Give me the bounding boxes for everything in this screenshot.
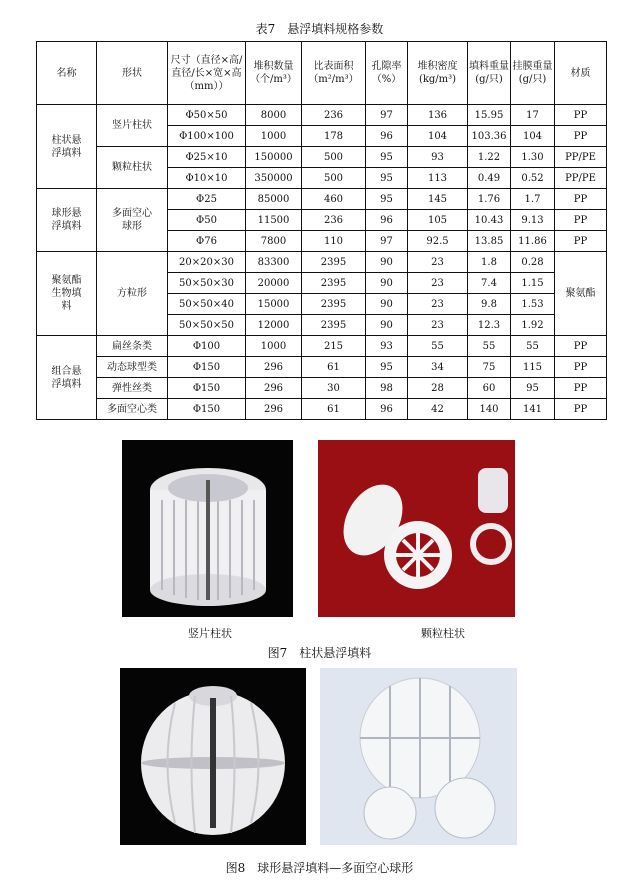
data-cell: 75	[468, 357, 511, 378]
data-cell: 83300	[246, 252, 302, 273]
column-header: 比表面积（m²/m³）	[302, 42, 366, 105]
column-header: 形状	[97, 42, 168, 105]
fig7-title: 图7 柱状悬浮填料	[267, 646, 372, 660]
data-cell: 140	[468, 399, 511, 420]
data-cell: 2395	[302, 273, 366, 294]
data-cell: Φ50×50	[168, 105, 246, 126]
photo-hollow-spheres-group	[320, 668, 517, 845]
data-cell: 95	[366, 168, 408, 189]
data-cell: 150000	[246, 147, 302, 168]
data-cell: PP	[555, 399, 607, 420]
data-cell: PP	[555, 336, 607, 357]
data-cell: 7.4	[468, 273, 511, 294]
data-cell: 11500	[246, 210, 302, 231]
data-cell: 20000	[246, 273, 302, 294]
data-cell: Φ76	[168, 231, 246, 252]
data-cell: 12.3	[468, 315, 511, 336]
data-cell: 103.36	[468, 126, 511, 147]
group-name-cell: 柱状悬浮填料	[37, 105, 97, 189]
data-cell: 95	[366, 147, 408, 168]
data-cell: 55	[408, 336, 468, 357]
data-cell: 61	[302, 357, 366, 378]
data-cell: 20×20×30	[168, 252, 246, 273]
data-cell: Φ25	[168, 189, 246, 210]
data-cell: 460	[302, 189, 366, 210]
data-cell: 113	[408, 168, 468, 189]
data-cell: Φ100×100	[168, 126, 246, 147]
data-cell: 17	[511, 105, 555, 126]
data-cell: Φ25×10	[168, 147, 246, 168]
group-name-cell: 球形悬浮填料	[37, 189, 97, 252]
data-cell: 236	[302, 105, 366, 126]
data-cell: 141	[511, 399, 555, 420]
data-cell: PP	[555, 231, 607, 252]
data-cell: 2395	[302, 252, 366, 273]
data-cell: PP/PE	[555, 147, 607, 168]
data-cell: 136	[408, 105, 468, 126]
data-cell: 85000	[246, 189, 302, 210]
data-cell: 1.15	[511, 273, 555, 294]
data-cell: PP	[555, 357, 607, 378]
data-cell: 9.13	[511, 210, 555, 231]
data-cell: Φ10×10	[168, 168, 246, 189]
shape-cell: 动态球型类	[97, 357, 168, 378]
data-cell: 500	[302, 147, 366, 168]
data-cell: PP	[555, 210, 607, 231]
shape-cell: 多面空心类	[97, 399, 168, 420]
data-cell: 95	[366, 189, 408, 210]
data-cell: Φ100	[168, 336, 246, 357]
data-cell: 296	[246, 378, 302, 399]
data-cell: 97	[366, 105, 408, 126]
data-cell: Φ50	[168, 210, 246, 231]
data-cell: 50×50×50	[168, 315, 246, 336]
data-cell: 1.8	[468, 252, 511, 273]
column-header: 孔隙率（%）	[366, 42, 408, 105]
fig7-right-caption: 颗粒柱状	[421, 627, 465, 640]
data-cell: 96	[366, 126, 408, 147]
group-name-cell: 组合悬浮填料	[37, 336, 97, 420]
material-cell: 聚氨酯	[555, 252, 607, 336]
data-cell: 104	[408, 126, 468, 147]
spec-table	[36, 41, 607, 420]
shape-cell: 方粒形	[97, 252, 168, 336]
table-row	[37, 147, 607, 168]
data-cell: 90	[366, 294, 408, 315]
table-row	[37, 105, 607, 126]
data-cell: 42	[408, 399, 468, 420]
shape-cell: 扁丝条类	[97, 336, 168, 357]
data-cell: 10.43	[468, 210, 511, 231]
data-cell: 9.8	[468, 294, 511, 315]
data-cell: 7800	[246, 231, 302, 252]
data-cell: 92.5	[408, 231, 468, 252]
data-cell: 296	[246, 399, 302, 420]
data-cell: 145	[408, 189, 468, 210]
column-header: 填料重量(g/只)	[468, 42, 511, 105]
table-title: 表7 悬浮填料规格参数	[255, 22, 384, 36]
data-cell: 96	[366, 210, 408, 231]
data-cell: 60	[468, 378, 511, 399]
data-cell: 50×50×40	[168, 294, 246, 315]
data-cell: 90	[366, 273, 408, 294]
data-cell: 12000	[246, 315, 302, 336]
data-cell: 110	[302, 231, 366, 252]
data-cell: 1.22	[468, 147, 511, 168]
data-cell: 350000	[246, 168, 302, 189]
column-header: 挂膜重量(g/只)	[511, 42, 555, 105]
data-cell: 90	[366, 315, 408, 336]
shape-cell: 颗粒柱状	[97, 147, 168, 189]
data-cell: PP	[555, 126, 607, 147]
data-cell: 13.85	[468, 231, 511, 252]
data-cell: 34	[408, 357, 468, 378]
data-cell: PP	[555, 105, 607, 126]
data-cell: 93	[408, 147, 468, 168]
data-cell: 215	[302, 336, 366, 357]
photo-hollow-sphere	[120, 668, 306, 845]
table-row	[37, 252, 607, 273]
table-row	[37, 189, 607, 210]
data-cell: 28	[408, 378, 468, 399]
data-cell: 178	[302, 126, 366, 147]
data-cell: 23	[408, 252, 468, 273]
table-row	[37, 336, 607, 357]
data-cell: Φ150	[168, 399, 246, 420]
data-cell: PP	[555, 189, 607, 210]
data-cell: 23	[408, 294, 468, 315]
data-cell: PP/PE	[555, 168, 607, 189]
data-cell: 296	[246, 357, 302, 378]
data-cell: 1.30	[511, 147, 555, 168]
data-cell: Φ150	[168, 378, 246, 399]
data-cell: 500	[302, 168, 366, 189]
data-cell: 97	[366, 231, 408, 252]
table-row	[37, 399, 607, 420]
data-cell: 98	[366, 378, 408, 399]
photo-vertical-sheet-cylinder	[122, 440, 293, 617]
data-cell: 11.86	[511, 231, 555, 252]
data-cell: 23	[408, 315, 468, 336]
data-cell: PP	[555, 378, 607, 399]
column-header: 堆积数量（个/m³）	[246, 42, 302, 105]
data-cell: 23	[408, 273, 468, 294]
data-cell: 96	[366, 399, 408, 420]
data-cell: 93	[366, 336, 408, 357]
data-cell: 15000	[246, 294, 302, 315]
data-cell: 90	[366, 252, 408, 273]
fig7-left-caption: 竖片柱状	[188, 627, 232, 640]
data-cell: 104	[511, 126, 555, 147]
data-cell: 1000	[246, 336, 302, 357]
data-cell: Φ150	[168, 357, 246, 378]
table-row	[37, 378, 607, 399]
fig8-title: 图8 球形悬浮填料—多面空心球形	[225, 861, 414, 875]
data-cell: 1000	[246, 126, 302, 147]
data-cell: 1.7	[511, 189, 555, 210]
data-cell: 15.95	[468, 105, 511, 126]
data-cell: 8000	[246, 105, 302, 126]
column-header: 名称	[37, 42, 97, 105]
photo-granular-cylinder	[318, 440, 515, 617]
column-header: 尺寸（直径×高/直径/长×宽×高（mm））	[168, 42, 246, 105]
column-header: 材质	[555, 42, 607, 105]
shape-cell: 弹性丝类	[97, 378, 168, 399]
data-cell: 105	[408, 210, 468, 231]
data-cell: 30	[302, 378, 366, 399]
data-cell: 0.28	[511, 252, 555, 273]
data-cell: 2395	[302, 315, 366, 336]
shape-cell: 多面空心球形	[97, 189, 168, 252]
group-name-cell: 聚氨酯生物填料	[37, 252, 97, 336]
column-header: 堆积密度(kg/m³)	[408, 42, 468, 105]
data-cell: 61	[302, 399, 366, 420]
data-cell: 0.52	[511, 168, 555, 189]
data-cell: 95	[366, 357, 408, 378]
data-cell: 1.76	[468, 189, 511, 210]
shape-cell: 竖片柱状	[97, 105, 168, 147]
data-cell: 50×50×30	[168, 273, 246, 294]
data-cell: 1.92	[511, 315, 555, 336]
data-cell: 1.53	[511, 294, 555, 315]
data-cell: 55	[511, 336, 555, 357]
data-cell: 236	[302, 210, 366, 231]
data-cell: 95	[511, 378, 555, 399]
table-row	[37, 357, 607, 378]
data-cell: 55	[468, 336, 511, 357]
data-cell: 2395	[302, 294, 366, 315]
data-cell: 0.49	[468, 168, 511, 189]
data-cell: 115	[511, 357, 555, 378]
